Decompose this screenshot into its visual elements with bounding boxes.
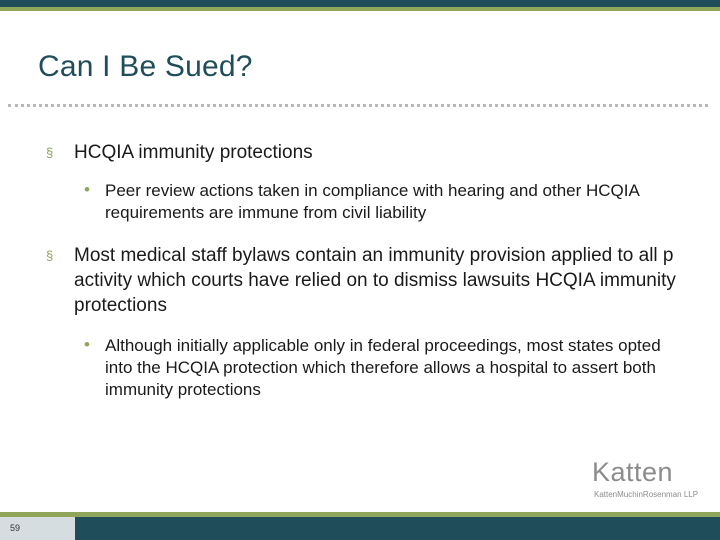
footer-bar	[75, 517, 720, 540]
bullet-text: Most medical staff bylaws contain an immunity provision applied to all p activity which courts have relied on to dismiss lawsuits HCQIA immunity protections	[74, 245, 676, 316]
slide-title: Can I Be Sued?	[38, 50, 253, 83]
top-header-bar	[0, 0, 720, 7]
katten-logo-subtitle: KattenMuchinRosenman LLP	[594, 490, 699, 499]
page-number: 59	[10, 523, 21, 533]
title-divider	[8, 104, 708, 107]
sub-bullet-text: Peer review actions taken in compliance with hearing and other HCQIA requirements are immune from civil liability	[105, 181, 639, 222]
square-bullet-icon: §	[46, 145, 54, 160]
sub-bullet-text: Although initially applicable only in federal proceedings, most states opted into the HCQIA protection which therefore allows a hospital to assert both immunity protections	[105, 336, 661, 399]
bullet-item	[46, 243, 706, 318]
dot-bullet-icon: •	[84, 335, 90, 354]
square-bullet-icon: §	[46, 248, 54, 263]
bullet-text: HCQIA immunity protections	[74, 142, 313, 163]
top-accent-bar	[0, 7, 720, 11]
sub-bullet-item	[84, 335, 684, 401]
bullet-item	[46, 140, 706, 165]
katten-logo: Katten	[592, 457, 674, 487]
sub-bullet-item	[84, 180, 684, 224]
dot-bullet-icon: •	[84, 180, 90, 199]
